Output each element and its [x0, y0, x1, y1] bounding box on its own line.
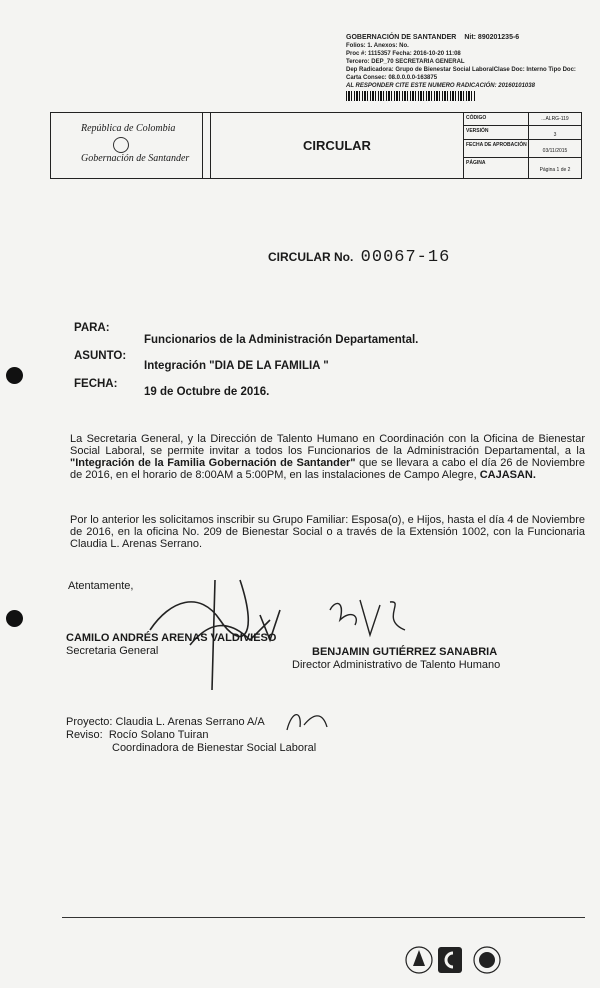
- body-p1-text-a: La Secretaria General, y la Dirección de Talento Humano en Coordinación con la Oficina de Bienestar Social Laboral, se permite invitar a todos los Funcionarios de la Administración Departamental, a la: [70, 433, 585, 457]
- signature-2-mark: [330, 600, 405, 635]
- codigo-label: CÓDIGO: [466, 115, 487, 121]
- circular-number: [268, 248, 450, 267]
- codigo-value: ...ALRG-119: [541, 116, 569, 122]
- stamp-cite: AL RESPONDER CITE ESTE NUMERO RADICACIÓN: 20160101038: [346, 83, 535, 89]
- circular-number-value: 00067-16: [360, 248, 451, 267]
- document-meta: [464, 113, 581, 178]
- body-paragraph-2: Por lo anterior les solicitamos inscribir su Grupo Familiar: Esposa(o), e Hijos, hasta el día 4 de Noviembre de 2016, en la oficina No. 209 de Bienestar Social o a través de la Extensión 1002, con la Funcionaria Claudia L. Arenas Serrano.: [70, 514, 585, 550]
- meta-fecha: [464, 140, 581, 158]
- signatory-1: [66, 632, 276, 658]
- stamp-line2: Proc #: 1115357 Fecha: 2016-10-20 11:08: [346, 51, 461, 57]
- quality-logo-icon: [438, 947, 462, 973]
- fecha-aprobacion-label: FECHA DE APROBACIÓN: [466, 142, 527, 148]
- meta-version: [464, 126, 581, 140]
- para-value: Funcionarios de la Administración Departamental.: [144, 334, 419, 346]
- proyecto-label: Proyecto:: [66, 716, 113, 728]
- signatory-2: [292, 646, 500, 672]
- logo-line1: República de Colombia: [81, 123, 176, 134]
- body-p1-text-c: que se llevara a cabo el día 26 de Noviembre de 2016, en el horario de 8:00AM a 5:00PM, en las instalaciones de Campo Alegre,: [70, 457, 585, 481]
- seal-icon: [113, 137, 129, 153]
- fecha-label: FECHA:: [74, 378, 118, 390]
- closing: Atentamente,: [68, 580, 134, 592]
- fecha-value: 19 de Octubre de 2016.: [144, 386, 270, 398]
- asunto-value: Integración "DIA DE LA FAMILIA ": [144, 360, 329, 372]
- stamp-entity: GOBERNACIÓN DE SANTANDER: [346, 34, 457, 41]
- credits: [66, 716, 316, 755]
- pagina-label: PÁGINA: [466, 160, 486, 166]
- initials-mark: [282, 705, 332, 735]
- stamp-line3: Tercero: DEP_70 SECRETARIA GENERAL: [346, 59, 465, 65]
- meta-pagina: [464, 158, 581, 177]
- reviso-label: Reviso:: [66, 729, 103, 741]
- logo-line2: Gobernación de Santander: [81, 153, 190, 164]
- document-type-title: CIRCULAR: [211, 113, 464, 178]
- footer-divider: [62, 917, 585, 918]
- certification-logos: [405, 940, 520, 980]
- reviso-role: Coordinadora de Bienestar Social Laboral: [112, 742, 317, 754]
- body-paragraph-1: [70, 433, 585, 481]
- body-p1-event-name: "Integración de la Familia Gobernación de Santander": [70, 457, 356, 469]
- radicado-stamp: [346, 34, 586, 101]
- proyecto-value: Claudia L. Arenas Serrano A/A: [115, 716, 265, 728]
- punch-hole-top: [6, 367, 23, 384]
- header-divider: [202, 113, 211, 178]
- circular-label: CIRCULAR No.: [268, 250, 354, 264]
- fecha-aprobacion-value: 03/11/2015: [542, 148, 568, 154]
- stamp-line5: Carta Consec: 08.0.0.0.0-163875: [346, 75, 438, 81]
- reviso-value: Rocío Solano Tuiran: [108, 729, 209, 741]
- government-logo: [51, 113, 203, 178]
- barcode: [346, 91, 476, 101]
- body-p1-venue: CAJASAN.: [479, 469, 536, 481]
- punch-hole-bottom: [6, 610, 23, 627]
- document-header: [50, 112, 582, 179]
- stamp-line4: Dep Radicadora: Grupo de Bienestar Social LaboralClase Doc: Interno Tipo Doc:: [346, 67, 576, 73]
- stamp-line1: Folios: 1. Anexos: No.: [346, 43, 409, 49]
- asunto-label: ASUNTO:: [74, 350, 127, 362]
- signatory-1-role: Secretaria General: [66, 645, 159, 657]
- handwritten-signatures: [120, 560, 420, 700]
- meta-codigo: [464, 113, 581, 126]
- signatory-2-name: BENJAMIN GUTIÉRREZ SANABRIA: [312, 646, 498, 658]
- pagina-value: Página 1 de 2: [539, 167, 571, 173]
- signatory-1-name: CAMILO ANDRÉS ARENAS VALDIVIESO: [66, 632, 277, 644]
- version-label: VERSIÓN: [466, 128, 489, 134]
- para-label: PARA:: [74, 322, 110, 334]
- signatory-2-role: Director Administrativo de Talento Humano: [292, 659, 501, 671]
- version-value: 3: [553, 132, 557, 138]
- stamp-nit: Nit: 890201235-6: [464, 34, 520, 41]
